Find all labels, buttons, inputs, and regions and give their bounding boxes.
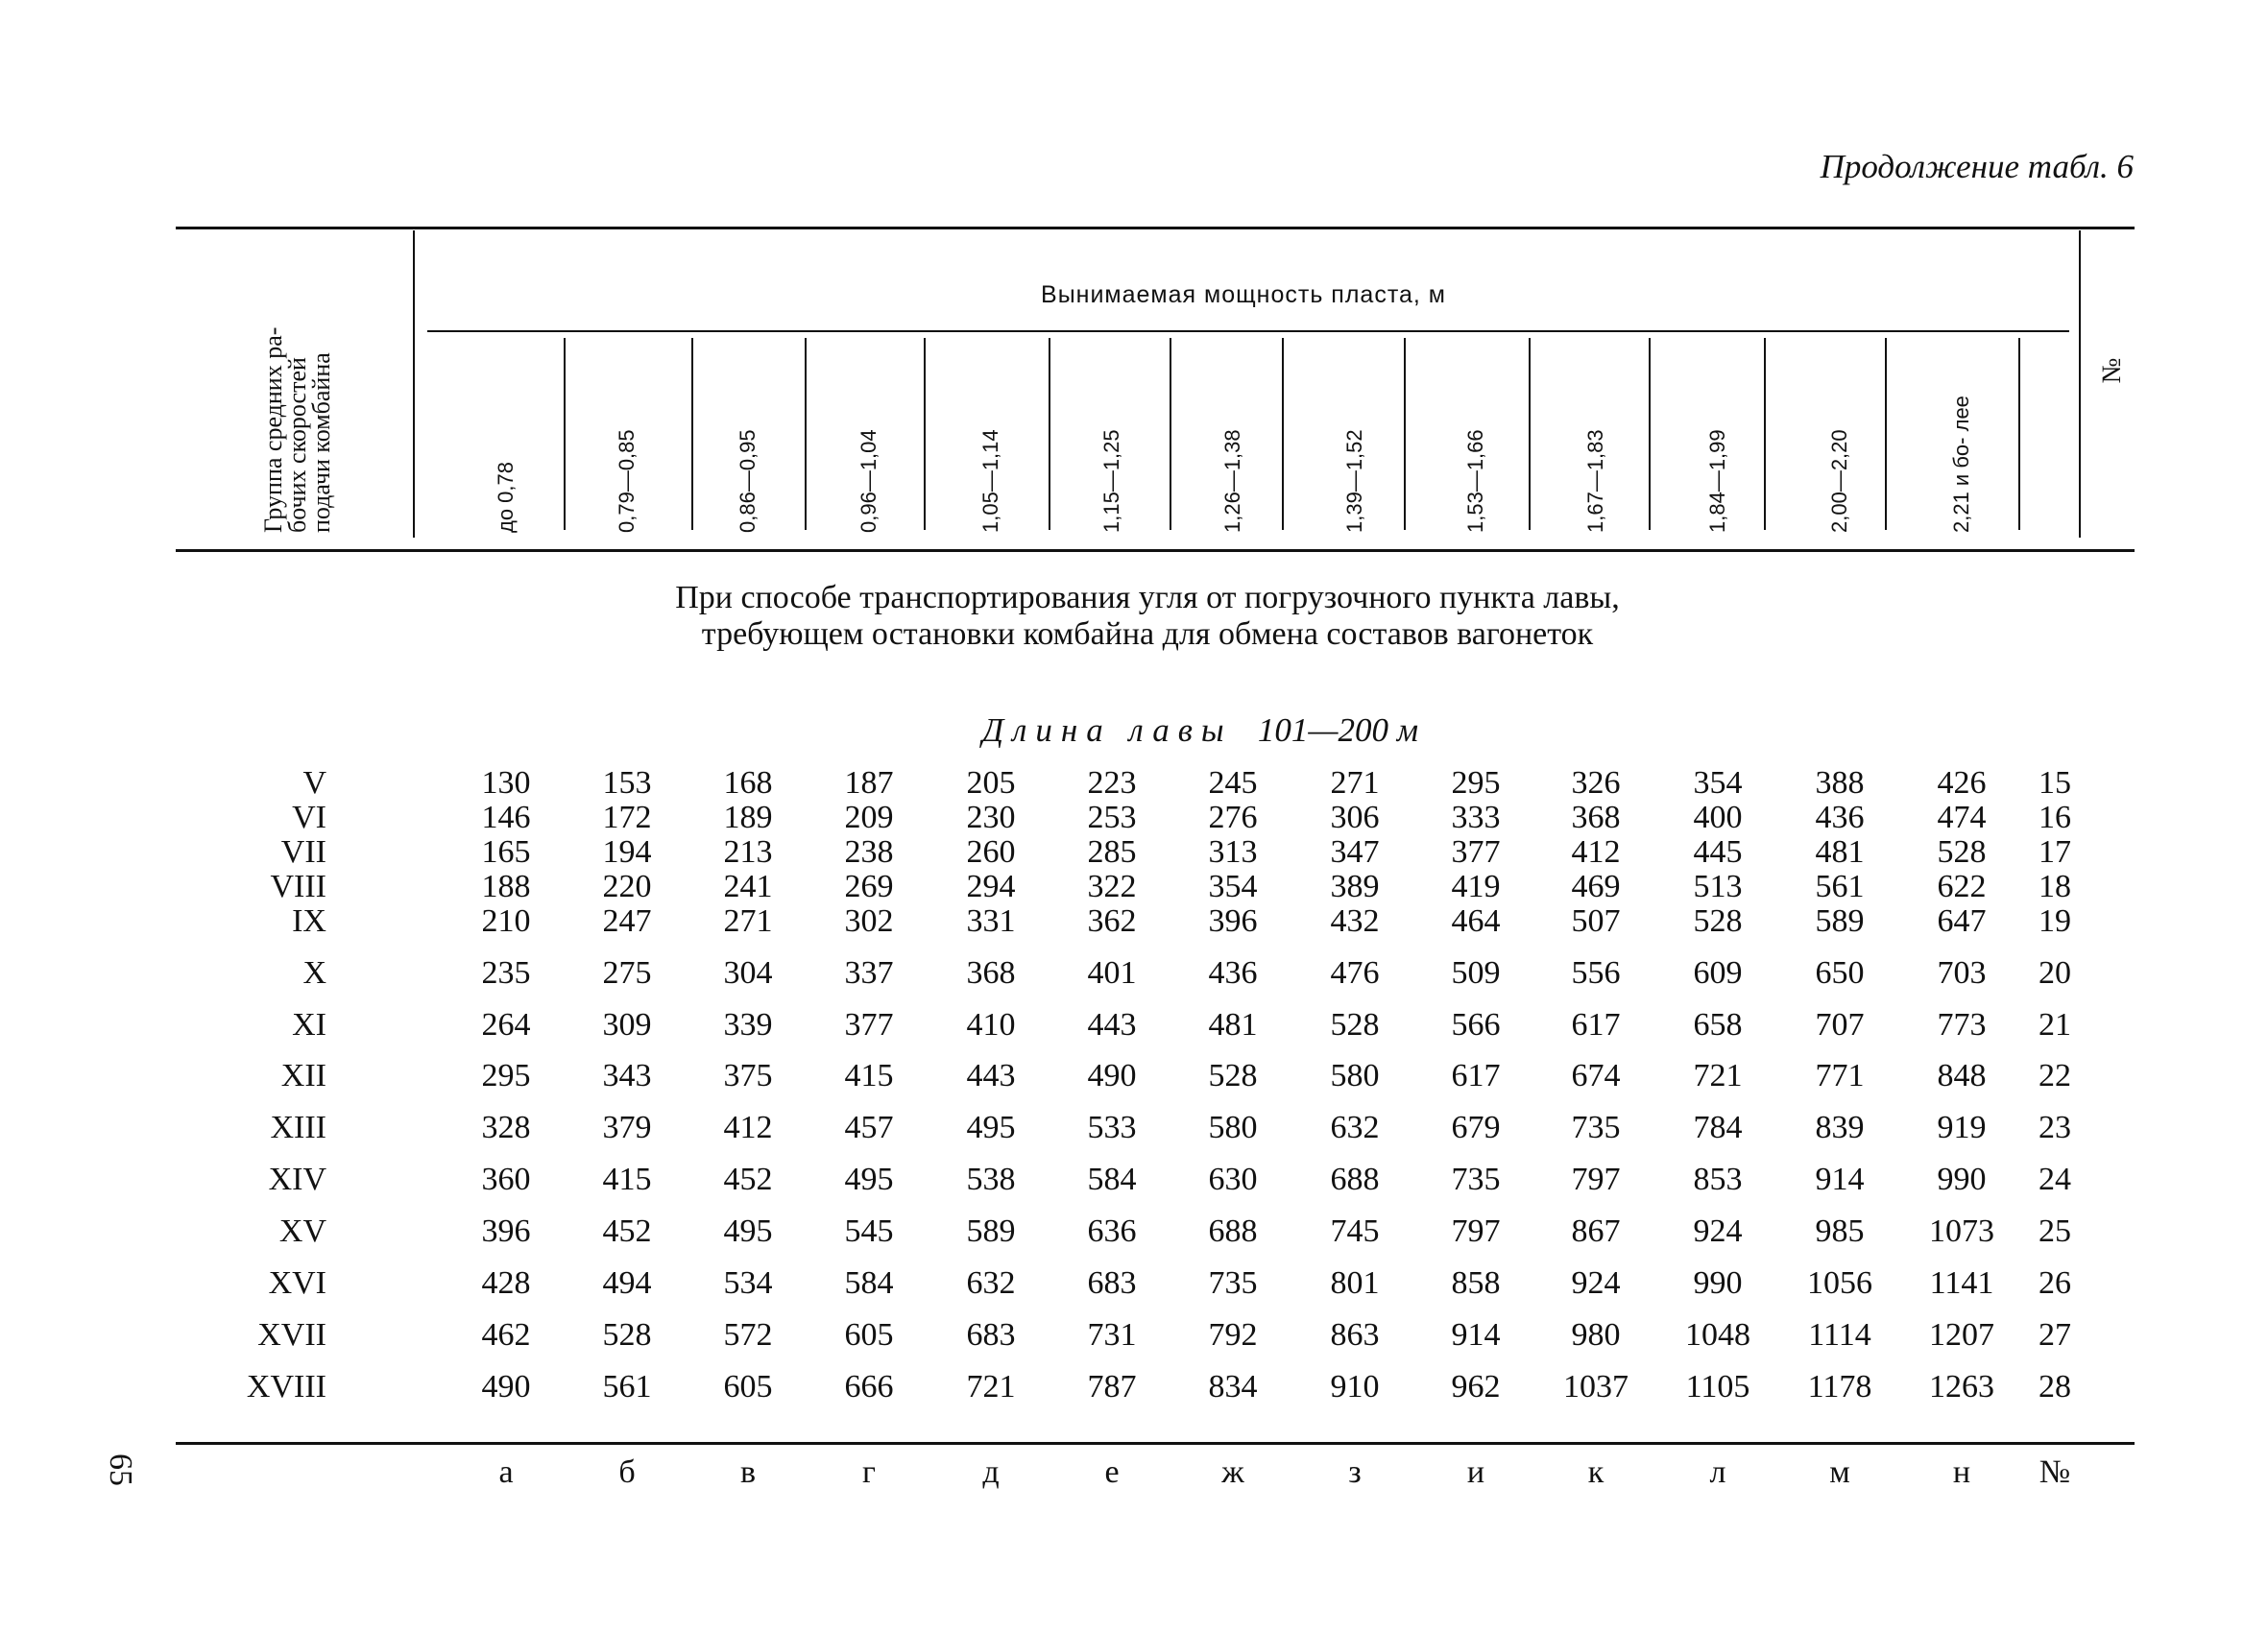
thickness-range-header: 1,26—1,38 xyxy=(1220,429,1244,533)
thickness-span-header: Вынимаемая мощность пласта, м xyxy=(1041,281,1446,308)
header-column-rule xyxy=(691,338,693,530)
table-cell: 309 xyxy=(602,1007,652,1043)
header-column-rule xyxy=(2079,230,2081,538)
table-cell: 683 xyxy=(1087,1265,1137,1301)
table-cell: 784 xyxy=(1693,1110,1743,1145)
row-group-label: XVIII xyxy=(246,1369,326,1405)
table-cell: 194 xyxy=(602,834,652,870)
table-cell: 302 xyxy=(844,903,894,939)
table-cell: 452 xyxy=(602,1213,652,1249)
table-cell: 306 xyxy=(1330,800,1380,835)
table-cell: 556 xyxy=(1571,955,1621,991)
table-cell: 1141 xyxy=(1929,1265,1994,1301)
header-column-rule xyxy=(805,338,807,530)
table-cell: 223 xyxy=(1087,765,1137,801)
column-letter: д xyxy=(982,1454,1000,1490)
table-cell: 294 xyxy=(966,869,1016,904)
table-cell: 617 xyxy=(1451,1058,1501,1093)
table-cell: 545 xyxy=(844,1213,894,1249)
table-cell: 990 xyxy=(1937,1162,1987,1197)
table-cell: 271 xyxy=(1330,765,1380,801)
table-cell: 538 xyxy=(966,1162,1016,1197)
table-cell: 617 xyxy=(1571,1007,1621,1043)
header-bottom-rule xyxy=(176,549,2135,552)
thickness-range-header: 1,53—1,66 xyxy=(1463,429,1487,533)
table-cell: 509 xyxy=(1451,955,1501,991)
table-cell: 205 xyxy=(966,765,1016,801)
header-column-rule xyxy=(1170,338,1171,530)
row-group-label: XV xyxy=(278,1213,326,1249)
table-cell: 476 xyxy=(1330,955,1380,991)
row-group-label: XVI xyxy=(268,1265,326,1301)
table-cell: 1263 xyxy=(1929,1369,1994,1405)
table-cell: 400 xyxy=(1693,800,1743,835)
row-number: 23 xyxy=(2039,1110,2071,1145)
table-cell: 481 xyxy=(1815,834,1865,870)
table-cell: 396 xyxy=(481,1213,531,1249)
row-number: 28 xyxy=(2039,1369,2071,1405)
table-cell: 679 xyxy=(1451,1110,1501,1145)
row-number: 24 xyxy=(2039,1162,2071,1197)
table-cell: 533 xyxy=(1087,1110,1137,1145)
table-cell: 771 xyxy=(1815,1058,1865,1093)
table-cell: 580 xyxy=(1208,1110,1258,1145)
table-cell: 528 xyxy=(602,1317,652,1353)
table-cell: 801 xyxy=(1330,1265,1380,1301)
table-cell: 834 xyxy=(1208,1369,1258,1405)
table-cell: 647 xyxy=(1937,903,1987,939)
table-cell: 745 xyxy=(1330,1213,1380,1249)
table-cell: 426 xyxy=(1937,765,1987,801)
table-cell: 534 xyxy=(723,1265,773,1301)
table-cell: 561 xyxy=(1815,869,1865,904)
table-cell: 275 xyxy=(602,955,652,991)
table-cell: 412 xyxy=(1571,834,1621,870)
table-cell: 432 xyxy=(1330,903,1380,939)
table-cell: 561 xyxy=(602,1369,652,1405)
row-number: 21 xyxy=(2039,1007,2071,1043)
thickness-range-header: 2,00—2,20 xyxy=(1827,429,1851,533)
header-column-rule xyxy=(1885,338,1887,530)
table-cell: 584 xyxy=(844,1265,894,1301)
table-cell: 401 xyxy=(1087,955,1137,991)
header-column-rule xyxy=(2018,338,2020,530)
table-cell: 445 xyxy=(1693,834,1743,870)
table-cell: 187 xyxy=(844,765,894,801)
table-cell: 495 xyxy=(723,1213,773,1249)
header-column-rule xyxy=(1649,338,1651,530)
table-cell: 731 xyxy=(1087,1317,1137,1353)
row-number: 15 xyxy=(2039,765,2071,801)
table-cell: 428 xyxy=(481,1265,531,1301)
table-cell: 343 xyxy=(602,1058,652,1093)
header-column-rule xyxy=(564,338,566,530)
table-cell: 474 xyxy=(1937,800,1987,835)
thickness-range-header: 1,05—1,14 xyxy=(978,429,1002,533)
table-cell: 304 xyxy=(723,955,773,991)
table-cell: 848 xyxy=(1937,1058,1987,1093)
table-cell: 580 xyxy=(1330,1058,1380,1093)
table-cell: 412 xyxy=(723,1110,773,1145)
table-cell: 703 xyxy=(1937,955,1987,991)
row-group-label: XIV xyxy=(268,1162,326,1197)
table-cell: 609 xyxy=(1693,955,1743,991)
table-cell: 210 xyxy=(481,903,531,939)
table-cell: 688 xyxy=(1208,1213,1258,1249)
table-cell: 238 xyxy=(844,834,894,870)
table-cell: 797 xyxy=(1571,1162,1621,1197)
table-cell: 507 xyxy=(1571,903,1621,939)
thickness-range-header: 0,96—1,04 xyxy=(857,429,881,533)
table-cell: 980 xyxy=(1571,1317,1621,1353)
table-cell: 130 xyxy=(481,765,531,801)
row-number: 25 xyxy=(2039,1213,2071,1249)
table-cell: 245 xyxy=(1208,765,1258,801)
table-cell: 333 xyxy=(1451,800,1501,835)
table-cell: 962 xyxy=(1451,1369,1501,1405)
table-cell: 1178 xyxy=(1807,1369,1872,1405)
row-number: 17 xyxy=(2039,834,2071,870)
table-cell: 919 xyxy=(1937,1110,1987,1145)
table-cell: 377 xyxy=(1451,834,1501,870)
table-cell: 658 xyxy=(1693,1007,1743,1043)
header-column-rule xyxy=(413,230,415,538)
table-cell: 443 xyxy=(966,1058,1016,1093)
column-letter: з xyxy=(1348,1454,1362,1490)
table-cell: 331 xyxy=(966,903,1016,939)
table-cell: 269 xyxy=(844,869,894,904)
table-cell: 632 xyxy=(966,1265,1016,1301)
table-cell: 326 xyxy=(1571,765,1621,801)
table-cell: 241 xyxy=(723,869,773,904)
page-number: 65 xyxy=(103,1453,138,1486)
table-cell: 683 xyxy=(966,1317,1016,1353)
row-number: 26 xyxy=(2039,1265,2071,1301)
table-cell: 914 xyxy=(1451,1317,1501,1353)
table-cell: 494 xyxy=(602,1265,652,1301)
header-column-rule xyxy=(924,338,926,530)
table-cell: 867 xyxy=(1571,1213,1621,1249)
table-cell: 213 xyxy=(723,834,773,870)
table-cell: 260 xyxy=(966,834,1016,870)
thickness-range-header: 1,15—1,25 xyxy=(1099,429,1123,533)
header-column-rule xyxy=(1404,338,1406,530)
table-cell: 584 xyxy=(1087,1162,1137,1197)
table-cell: 787 xyxy=(1087,1369,1137,1405)
table-cell: 490 xyxy=(481,1369,531,1405)
table-cell: 707 xyxy=(1815,1007,1865,1043)
table-cell: 230 xyxy=(966,800,1016,835)
column-number-symbol: № xyxy=(2039,1454,2071,1490)
thickness-range-header: до 0,78 xyxy=(494,461,518,533)
table-cell: 1114 xyxy=(1808,1317,1871,1353)
column-letter: а xyxy=(498,1454,514,1490)
header-column-rule xyxy=(1529,338,1531,530)
row-group-label: VII xyxy=(280,834,326,870)
table-cell: 362 xyxy=(1087,903,1137,939)
table-cell: 773 xyxy=(1937,1007,1987,1043)
thickness-range-header: 0,86—0,95 xyxy=(736,429,760,533)
table-cell: 462 xyxy=(481,1317,531,1353)
table-cell: 839 xyxy=(1815,1110,1865,1145)
row-number: 16 xyxy=(2039,800,2071,835)
table-cell: 379 xyxy=(602,1110,652,1145)
table-cell: 528 xyxy=(1937,834,1987,870)
table-cell: 396 xyxy=(1208,903,1258,939)
table-cell: 481 xyxy=(1208,1007,1258,1043)
table-cell: 276 xyxy=(1208,800,1258,835)
table-cell: 721 xyxy=(966,1369,1016,1405)
column-letter: г xyxy=(862,1454,876,1490)
column-letter: м xyxy=(1829,1454,1850,1490)
header-column-rule xyxy=(1282,338,1284,530)
table-cell: 295 xyxy=(481,1058,531,1093)
table-cell: 650 xyxy=(1815,955,1865,991)
group-column-header: Группа средних ра- бочих скоростей подачи комбайна xyxy=(259,326,335,533)
table-cell: 490 xyxy=(1087,1058,1137,1093)
continuation-label: Продолжение табл. 6 xyxy=(1820,148,2134,185)
table-cell: 322 xyxy=(1087,869,1137,904)
table-cell: 271 xyxy=(723,903,773,939)
table-cell: 153 xyxy=(602,765,652,801)
number-column-header: № xyxy=(2097,357,2127,384)
table-cell: 990 xyxy=(1693,1265,1743,1301)
table-cell: 528 xyxy=(1208,1058,1258,1093)
table-cell: 264 xyxy=(481,1007,531,1043)
column-letter: в xyxy=(739,1454,757,1490)
table-cell: 528 xyxy=(1330,1007,1380,1043)
column-letter: и xyxy=(1466,1454,1485,1490)
table-cell: 415 xyxy=(602,1162,652,1197)
table-cell: 443 xyxy=(1087,1007,1137,1043)
table-cell: 172 xyxy=(602,800,652,835)
table-cell: 735 xyxy=(1208,1265,1258,1301)
table-cell: 253 xyxy=(1087,800,1137,835)
table-top-rule xyxy=(176,227,2135,229)
row-number: 18 xyxy=(2039,869,2071,904)
table-cell: 360 xyxy=(481,1162,531,1197)
table-cell: 377 xyxy=(844,1007,894,1043)
table-cell: 436 xyxy=(1815,800,1865,835)
thickness-range-header: 1,67—1,83 xyxy=(1583,429,1607,533)
table-cell: 572 xyxy=(723,1317,773,1353)
table-cell: 792 xyxy=(1208,1317,1258,1353)
thickness-range-header: 1,84—1,99 xyxy=(1705,429,1729,533)
row-group-label: XIII xyxy=(270,1110,326,1145)
table-cell: 146 xyxy=(481,800,531,835)
table-cell: 188 xyxy=(481,869,531,904)
thickness-range-header: 2,21 и бо- лее xyxy=(1949,396,1973,533)
table-cell: 528 xyxy=(1693,903,1743,939)
table-cell: 389 xyxy=(1330,869,1380,904)
table-cell: 910 xyxy=(1330,1369,1380,1405)
table-cell: 354 xyxy=(1693,765,1743,801)
table-cell: 688 xyxy=(1330,1162,1380,1197)
table-cell: 436 xyxy=(1208,955,1258,991)
table-cell: 914 xyxy=(1815,1162,1865,1197)
table-cell: 347 xyxy=(1330,834,1380,870)
table-cell: 924 xyxy=(1693,1213,1743,1249)
table-cell: 589 xyxy=(1815,903,1865,939)
table-cell: 735 xyxy=(1571,1110,1621,1145)
column-letter: к xyxy=(1587,1454,1604,1490)
table-cell: 636 xyxy=(1087,1213,1137,1249)
table-cell: 368 xyxy=(1571,800,1621,835)
table-cell: 985 xyxy=(1815,1213,1865,1249)
table-cell: 339 xyxy=(723,1007,773,1043)
table-cell: 469 xyxy=(1571,869,1621,904)
table-cell: 452 xyxy=(723,1162,773,1197)
table-cell: 247 xyxy=(602,903,652,939)
table-cell: 863 xyxy=(1330,1317,1380,1353)
table-cell: 495 xyxy=(966,1110,1016,1145)
table-cell: 1037 xyxy=(1563,1369,1629,1405)
table-cell: 337 xyxy=(844,955,894,991)
table-cell: 410 xyxy=(966,1007,1016,1043)
column-letter: е xyxy=(1104,1454,1120,1490)
table-cell: 605 xyxy=(844,1317,894,1353)
table-cell: 388 xyxy=(1815,765,1865,801)
table-cell: 415 xyxy=(844,1058,894,1093)
table-cell: 622 xyxy=(1937,869,1987,904)
table-cell: 419 xyxy=(1451,869,1501,904)
table-cell: 666 xyxy=(844,1369,894,1405)
row-group-label: XII xyxy=(280,1058,326,1093)
row-group-label: XI xyxy=(292,1007,326,1043)
table-cell: 1105 xyxy=(1685,1369,1750,1405)
table-cell: 220 xyxy=(602,869,652,904)
column-letter: н xyxy=(1952,1454,1971,1490)
header-column-rule xyxy=(1764,338,1766,530)
row-group-label: XVII xyxy=(257,1317,326,1353)
table-cell: 674 xyxy=(1571,1058,1621,1093)
thickness-range-header: 0,79—0,85 xyxy=(615,429,639,533)
table-cell: 375 xyxy=(723,1058,773,1093)
section-title: При способе транспортирования угля от погрузочного пункта лавы, требующем остановки комбайна для обмена составов вагонеток xyxy=(675,580,1620,652)
table-cell: 165 xyxy=(481,834,531,870)
table-cell: 721 xyxy=(1693,1058,1743,1093)
table-cell: 1048 xyxy=(1685,1317,1750,1353)
table-cell: 735 xyxy=(1451,1162,1501,1197)
table-cell: 464 xyxy=(1451,903,1501,939)
column-letter: б xyxy=(618,1454,636,1490)
column-letter: л xyxy=(1709,1454,1726,1490)
table-cell: 858 xyxy=(1451,1265,1501,1301)
row-group-label: VI xyxy=(292,800,326,835)
body-bottom-rule xyxy=(176,1442,2135,1445)
table-cell: 189 xyxy=(723,800,773,835)
table-cell: 1207 xyxy=(1929,1317,1994,1353)
table-cell: 368 xyxy=(966,955,1016,991)
table-cell: 589 xyxy=(966,1213,1016,1249)
table-cell: 328 xyxy=(481,1110,531,1145)
header-column-rule xyxy=(1049,338,1050,530)
table-cell: 168 xyxy=(723,765,773,801)
row-number: 27 xyxy=(2039,1317,2071,1353)
row-group-label: V xyxy=(302,765,326,801)
subsection-title: Длина лавы 101—200 м xyxy=(981,711,1419,749)
thickness-range-header: 1,39—1,52 xyxy=(1342,429,1366,533)
table-cell: 605 xyxy=(723,1369,773,1405)
row-group-label: VIII xyxy=(270,869,326,904)
table-cell: 495 xyxy=(844,1162,894,1197)
row-group-label: IX xyxy=(292,903,326,939)
table-cell: 457 xyxy=(844,1110,894,1145)
table-cell: 513 xyxy=(1693,869,1743,904)
table-cell: 295 xyxy=(1451,765,1501,801)
table-cell: 209 xyxy=(844,800,894,835)
row-number: 19 xyxy=(2039,903,2071,939)
table-cell: 313 xyxy=(1208,834,1258,870)
table-cell: 1056 xyxy=(1807,1265,1872,1301)
table-cell: 285 xyxy=(1087,834,1137,870)
table-cell: 630 xyxy=(1208,1162,1258,1197)
table-cell: 235 xyxy=(481,955,531,991)
table-cell: 566 xyxy=(1451,1007,1501,1043)
table-cell: 924 xyxy=(1571,1265,1621,1301)
table-cell: 1073 xyxy=(1929,1213,1994,1249)
row-number: 20 xyxy=(2039,955,2071,991)
row-group-label: X xyxy=(302,955,326,991)
table-cell: 354 xyxy=(1208,869,1258,904)
column-letter: ж xyxy=(1221,1454,1244,1490)
table-cell: 632 xyxy=(1330,1110,1380,1145)
row-number: 22 xyxy=(2039,1058,2071,1093)
table-cell: 853 xyxy=(1693,1162,1743,1197)
table-cell: 797 xyxy=(1451,1213,1501,1249)
